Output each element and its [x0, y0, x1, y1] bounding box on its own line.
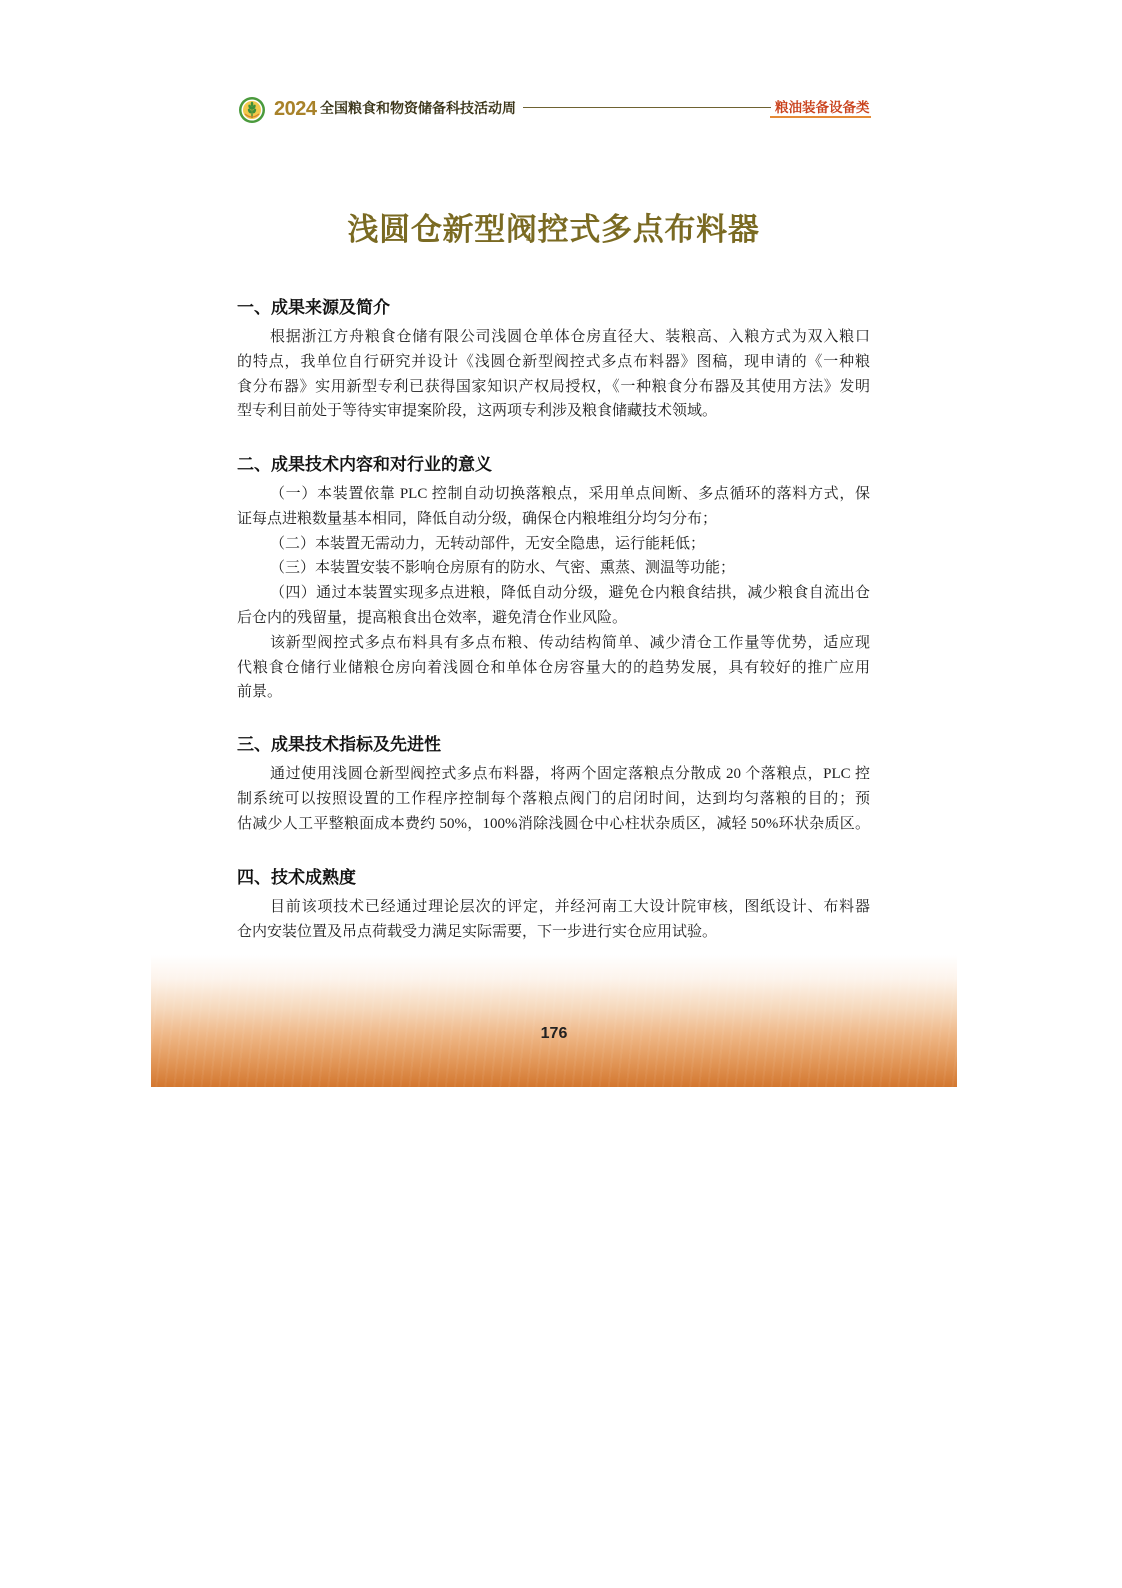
page-number: 176 — [540, 1025, 568, 1042]
paragraph — [237, 631, 870, 705]
paragraph-line: （三）本装置安装不影响仓房原有的防水、气密、熏蒸、测温等功能； — [270, 560, 736, 577]
header-year: 2024 — [274, 98, 317, 120]
section-heading: 二、成果技术内容和对行业的意义 — [237, 455, 492, 474]
paragraph — [237, 895, 870, 945]
paragraph-line: 根据浙江方舟粮食仓储有限公司浅圆仓单体仓房直径大、装粮高、入粮方式为双入粮口 — [270, 329, 870, 345]
header-rule — [523, 107, 771, 108]
paragraph-line: （二）本装置无需动力，无转动部件，无安全隐患，运行能耗低； — [270, 535, 706, 552]
paragraph-line: 后仓内的残留量，提高粮食出仓效率，避免清仓作业风险。 — [237, 609, 628, 626]
section-heading: 三、成果技术指标及先进性 — [237, 735, 441, 754]
paragraph-line: 代粮食仓储行业储粮仓房向着浅圆仓和单体仓房容量大的的趋势发展，具有较好的推广应用 — [237, 659, 870, 676]
paragraph-line: 仓内安装位置及吊点荷载受力满足实际需要，下一步进行实仓应用试验。 — [237, 923, 718, 940]
paragraph — [237, 581, 870, 631]
paragraph — [237, 325, 870, 424]
category-underline — [770, 116, 871, 118]
paragraph — [237, 482, 870, 532]
paragraph-line: 的特点，我单位自行研究并设计《浅圆仓新型阀控式多点布料器》图稿，现申请的《一种粮 — [237, 353, 870, 370]
paragraph-line: 型专利目前处于等待实审提案阶段，这两项专利涉及粮食储藏技术领域。 — [237, 403, 718, 420]
section-tech-indicators — [237, 732, 870, 836]
paragraph-line: 估减少人工平整粮面成本费约 50%，100%消除浅圆仓中心柱状杂质区，减轻 50%环状杂质区。 — [237, 815, 870, 832]
paragraph-line: （四）通过本装置实现多点进粮，降低自动分级，避免仓内粮食结拱，减少粮食自流出仓 — [270, 585, 870, 602]
paragraph-line: 通过使用浅圆仓新型阀控式多点布料器，将两个固定落粮点分散成 20 个落粮点，PLC 控 — [270, 766, 870, 782]
header-event-name: 全国粮食和物资储备科技活动周 — [320, 100, 516, 116]
paragraph-line: 前景。 — [237, 684, 283, 701]
paragraph-line: 制系统可以按照设置的工作程序控制每个落粮点阀门的启闭时间，达到均匀落粮的目的；预 — [237, 790, 870, 807]
section-heading: 四、技术成熟度 — [237, 868, 356, 887]
paragraph — [237, 556, 870, 581]
header-category: 粮油装备设备类 — [775, 100, 870, 115]
paragraph-line: （一）本装置依靠 PLC 控制自动切换落粮点，采用单点间断、多点循环的落料方式，保 — [270, 486, 870, 502]
footer-band — [151, 955, 957, 1087]
section-tech-content — [237, 452, 870, 705]
section-maturity — [237, 865, 870, 945]
section-source-intro — [237, 295, 870, 424]
section-heading: 一、成果来源及简介 — [237, 298, 390, 317]
paragraph-line: 食分布器》实用新型专利已获得国家知识产权局授权，《一种粮食分布器及其使用方法》发明 — [237, 378, 870, 395]
paragraph-line: 该新型阀控式多点布料具有多点布粮、传动结构简单、减少清仓工作量等优势，适应现 — [270, 634, 870, 651]
paragraph-line: 目前该项技术已经通过理论层次的评定，并经河南工大设计院审核，图纸设计、布料器 — [270, 899, 870, 915]
document-title: 浅圆仓新型阀控式多点布料器 — [347, 212, 760, 247]
wheat-emblem-icon — [238, 96, 266, 124]
paragraph — [237, 762, 870, 836]
paragraph-line: 证每点进粮数量基本相同，降低自动分级，确保仓内粮堆组分均匀分布； — [237, 510, 718, 527]
paragraph — [237, 532, 870, 557]
